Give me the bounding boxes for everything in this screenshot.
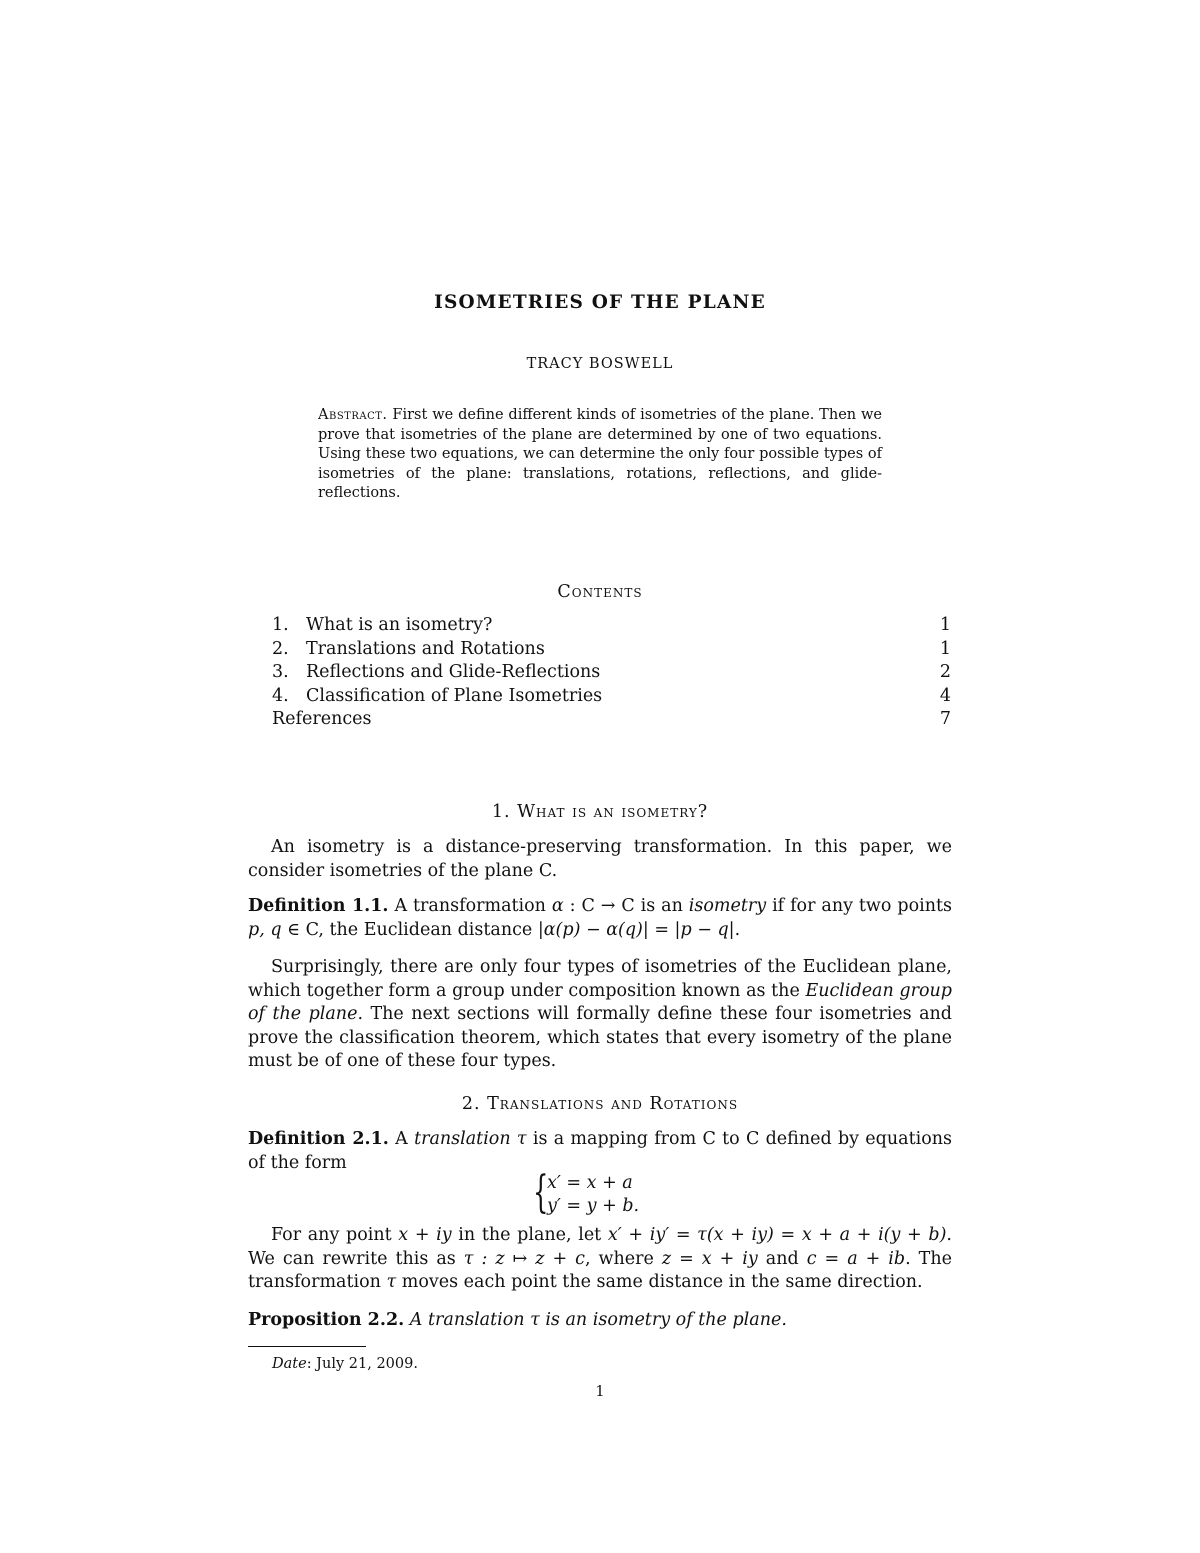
paragraph-text: . The transformation bbox=[248, 1248, 952, 1292]
math-symbol: τ bbox=[386, 1272, 397, 1292]
paragraph-text: and bbox=[757, 1248, 807, 1269]
toc-page: 1 bbox=[939, 638, 951, 659]
proposition-2-2 bbox=[248, 1309, 952, 1333]
section-2-heading: 2. Translations and Rotations bbox=[461, 1094, 739, 1114]
math-expression: p − q bbox=[680, 919, 729, 940]
paragraph-text: . We can rewrite this as bbox=[248, 1225, 952, 1269]
toc-title: Classification of Plane Isometries bbox=[306, 685, 603, 706]
paragraph-text: For any point bbox=[271, 1225, 399, 1245]
author-name: TRACY BOSWELL bbox=[526, 356, 674, 372]
paper-title: ISOMETRIES OF THE PLANE bbox=[434, 292, 766, 313]
toc-number: 1. bbox=[272, 615, 289, 635]
paragraph-text: Surprisingly, there are only four types of isometries of the Euclidean plane, which together form a group under composition known as the bbox=[248, 957, 952, 1001]
definition-text: if for any two points bbox=[766, 896, 952, 916]
table-of-contents bbox=[272, 614, 951, 732]
paragraph-text: . The next sections will formally define these four isometries and prove the classification theorem, which states that every isometry of the plane must be of one of these four types. bbox=[248, 1004, 952, 1071]
toc-page: 7 bbox=[939, 709, 951, 730]
section-1-paragraph bbox=[248, 956, 952, 1074]
definition-2-1 bbox=[248, 1128, 952, 1175]
left-brace: { bbox=[533, 1167, 549, 1218]
toc-entry[interactable] bbox=[272, 685, 951, 709]
definition-text: A transformation bbox=[388, 896, 552, 916]
math-expression: z = x + iy bbox=[661, 1248, 758, 1269]
toc-title: What is an isometry? bbox=[306, 615, 493, 635]
footnote-label: Date bbox=[272, 1356, 307, 1372]
equation-line: y′ = y + b. bbox=[547, 1196, 640, 1216]
toc-entry[interactable] bbox=[272, 661, 951, 685]
paragraph-text: moves each point the same distance in the same direction. bbox=[396, 1272, 923, 1292]
defined-term: Euclidean group of the plane bbox=[248, 980, 952, 1024]
definition-text: ∈ C, the Euclidean distance | bbox=[281, 919, 544, 940]
section-2-paragraph bbox=[248, 1224, 952, 1295]
math-expression: x′ + iy′ = τ(x + iy) = x + a + i(y + b) bbox=[607, 1225, 947, 1245]
footnote bbox=[272, 1353, 418, 1377]
defined-term: isometry bbox=[688, 896, 767, 916]
toc-entry[interactable] bbox=[272, 614, 951, 638]
toc-entry[interactable] bbox=[272, 638, 951, 662]
section-1-heading: 1. What is an isometry? bbox=[491, 802, 709, 822]
toc-number: 3. bbox=[272, 662, 289, 683]
footnote-text: : July 21, 2009. bbox=[306, 1356, 418, 1372]
toc-page: 1 bbox=[939, 615, 951, 635]
abstract-label: Abstract. bbox=[318, 407, 388, 423]
definition-1-1 bbox=[248, 895, 952, 942]
math-symbol: α bbox=[551, 896, 564, 916]
abstract bbox=[318, 406, 882, 504]
math-expression: τ : z ↦ z + c bbox=[463, 1248, 585, 1269]
definition-label: Definition 2.1. bbox=[248, 1129, 389, 1149]
math-expression: x + iy bbox=[398, 1225, 452, 1245]
proposition-text: A translation τ is an isometry of the plane. bbox=[404, 1310, 787, 1330]
toc-title: References bbox=[272, 709, 372, 730]
definition-text: : C → C is an bbox=[563, 896, 689, 916]
proposition-label: Proposition 2.2. bbox=[248, 1310, 405, 1330]
defined-term: translation bbox=[414, 1129, 511, 1149]
math-symbol: p, q bbox=[248, 919, 282, 940]
translation-equation bbox=[533, 1167, 693, 1218]
abstract-text: First we define different kinds of isometries of the plane. Then we prove that isometries of the plane are determined by one of two equations. Using these two equations, we can determine the only four possible types of isometries of the plane: translations, rotations, reflections, and glide-reflections. bbox=[318, 407, 882, 502]
math-symbol: τ bbox=[516, 1129, 527, 1149]
paragraph-text: , where bbox=[584, 1248, 662, 1269]
definition-text: is a mapping from C to C defined by equations of the form bbox=[248, 1129, 952, 1173]
definition-label: Definition 1.1. bbox=[248, 896, 389, 916]
section-1-intro: An isometry is a distance-preserving transformation. In this paper, we consider isometries of the plane C. bbox=[248, 837, 952, 881]
toc-page: 4 bbox=[939, 685, 951, 706]
page-number: 1 bbox=[595, 1384, 605, 1400]
footnote-rule bbox=[248, 1346, 366, 1347]
toc-title: Reflections and Glide-Reflections bbox=[306, 662, 601, 683]
equation-line: x′ = x + a bbox=[547, 1173, 633, 1193]
math-expression: α(p) − α(q) bbox=[543, 919, 643, 940]
definition-text: |. bbox=[728, 919, 741, 940]
toc-entry-references[interactable] bbox=[272, 708, 951, 732]
paragraph-text: in the plane, let bbox=[451, 1225, 608, 1245]
definition-text: | = | bbox=[642, 919, 681, 940]
toc-page: 2 bbox=[939, 662, 951, 683]
toc-title: Translations and Rotations bbox=[306, 638, 545, 659]
toc-number: 4. bbox=[272, 685, 289, 706]
toc-number: 2. bbox=[272, 638, 289, 659]
definition-text: A bbox=[388, 1129, 415, 1149]
math-expression: c = a + ib bbox=[806, 1248, 906, 1269]
contents-heading: Contents bbox=[557, 582, 643, 602]
